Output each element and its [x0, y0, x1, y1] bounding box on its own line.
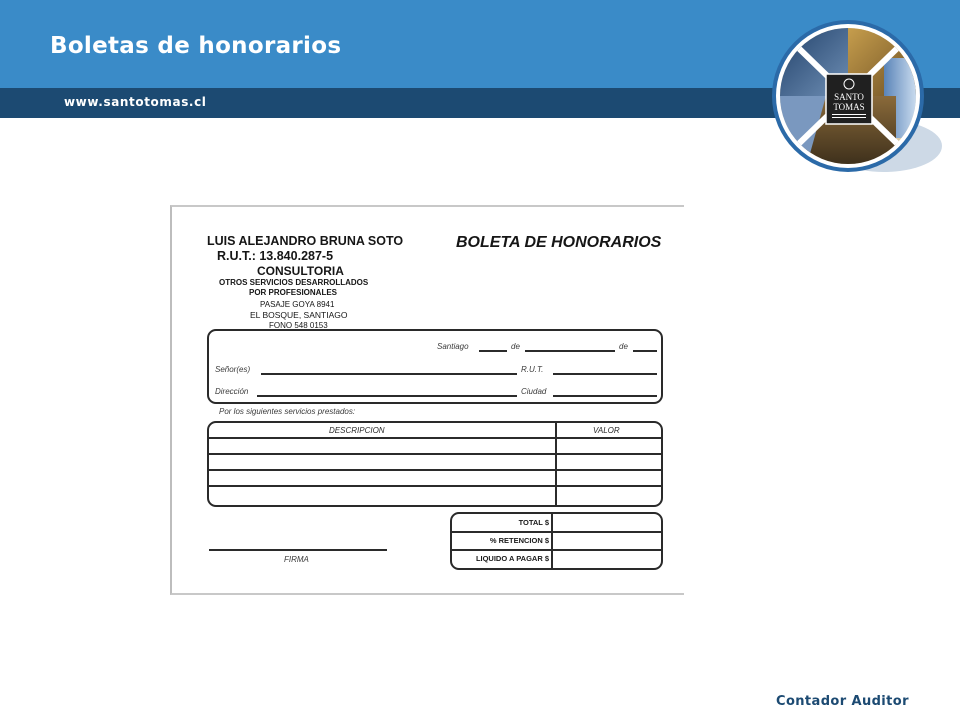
day-line — [479, 350, 507, 352]
issuer-activity: CONSULTORIA — [257, 264, 344, 278]
address-label: Dirección — [215, 387, 249, 396]
address-line — [257, 395, 517, 397]
total-label: TOTAL $ — [518, 518, 549, 527]
description-header: DESCRIPCION — [329, 426, 385, 435]
year-line — [633, 350, 657, 352]
value-header: VALOR — [593, 426, 620, 435]
issuer-services: OTROS SERVICIOS DESARROLLADOS — [219, 278, 369, 287]
rut-line — [553, 373, 657, 375]
footer-label: Contador Auditor — [776, 694, 909, 709]
totals-row-line — [452, 531, 661, 533]
website-url[interactable]: www.santotomas.cl — [64, 95, 207, 109]
issuer-professionals: POR PROFESIONALES — [249, 288, 338, 297]
table-row-line — [209, 485, 661, 487]
totals-table — [450, 512, 663, 570]
table-column-divider — [555, 423, 557, 505]
description-table — [207, 421, 663, 507]
totals-row-line — [452, 549, 661, 551]
issuer-city: EL BOSQUE, SANTIAGO — [250, 310, 348, 320]
table-row-line — [209, 453, 661, 455]
table-row-line — [209, 469, 661, 471]
issuer-rut: R.U.T.: 13.840.287-5 — [217, 249, 334, 263]
logo-word-santo: SANTO — [834, 92, 864, 102]
month-line — [525, 350, 615, 352]
rut-label: R.U.T. — [521, 365, 544, 374]
client-info-box — [207, 329, 663, 404]
issuer-phone: FONO 548 0153 — [269, 321, 328, 330]
signature-label: FIRMA — [284, 555, 309, 564]
client-label: Señor(es) — [215, 365, 251, 374]
santo-tomas-logo — [766, 18, 946, 180]
de-label-1: de — [511, 342, 520, 351]
issuer-address: PASAJE GOYA 8941 — [260, 300, 335, 309]
client-line — [261, 373, 517, 375]
city-line — [553, 395, 657, 397]
issuer-name: LUIS ALEJANDRO BRUNA SOTO — [207, 234, 404, 248]
retention-label: % RETENCION $ — [489, 536, 549, 545]
slide-title: Boletas de honorarios — [50, 33, 342, 59]
santiago-label: Santiago — [437, 342, 469, 351]
receipt-image — [170, 205, 684, 595]
city-label: Ciudad — [521, 387, 547, 396]
document-title: BOLETA DE HONORARIOS — [456, 234, 662, 251]
net-label: LIQUIDO A PAGAR $ — [475, 554, 549, 563]
service-note: Por los siguientes servicios prestados: — [219, 407, 356, 416]
signature-line — [209, 549, 387, 551]
de-label-2: de — [619, 342, 628, 351]
logo-word-tomas: TOMAS — [833, 102, 865, 112]
totals-column-divider — [551, 514, 553, 568]
table-row-line — [209, 437, 661, 439]
